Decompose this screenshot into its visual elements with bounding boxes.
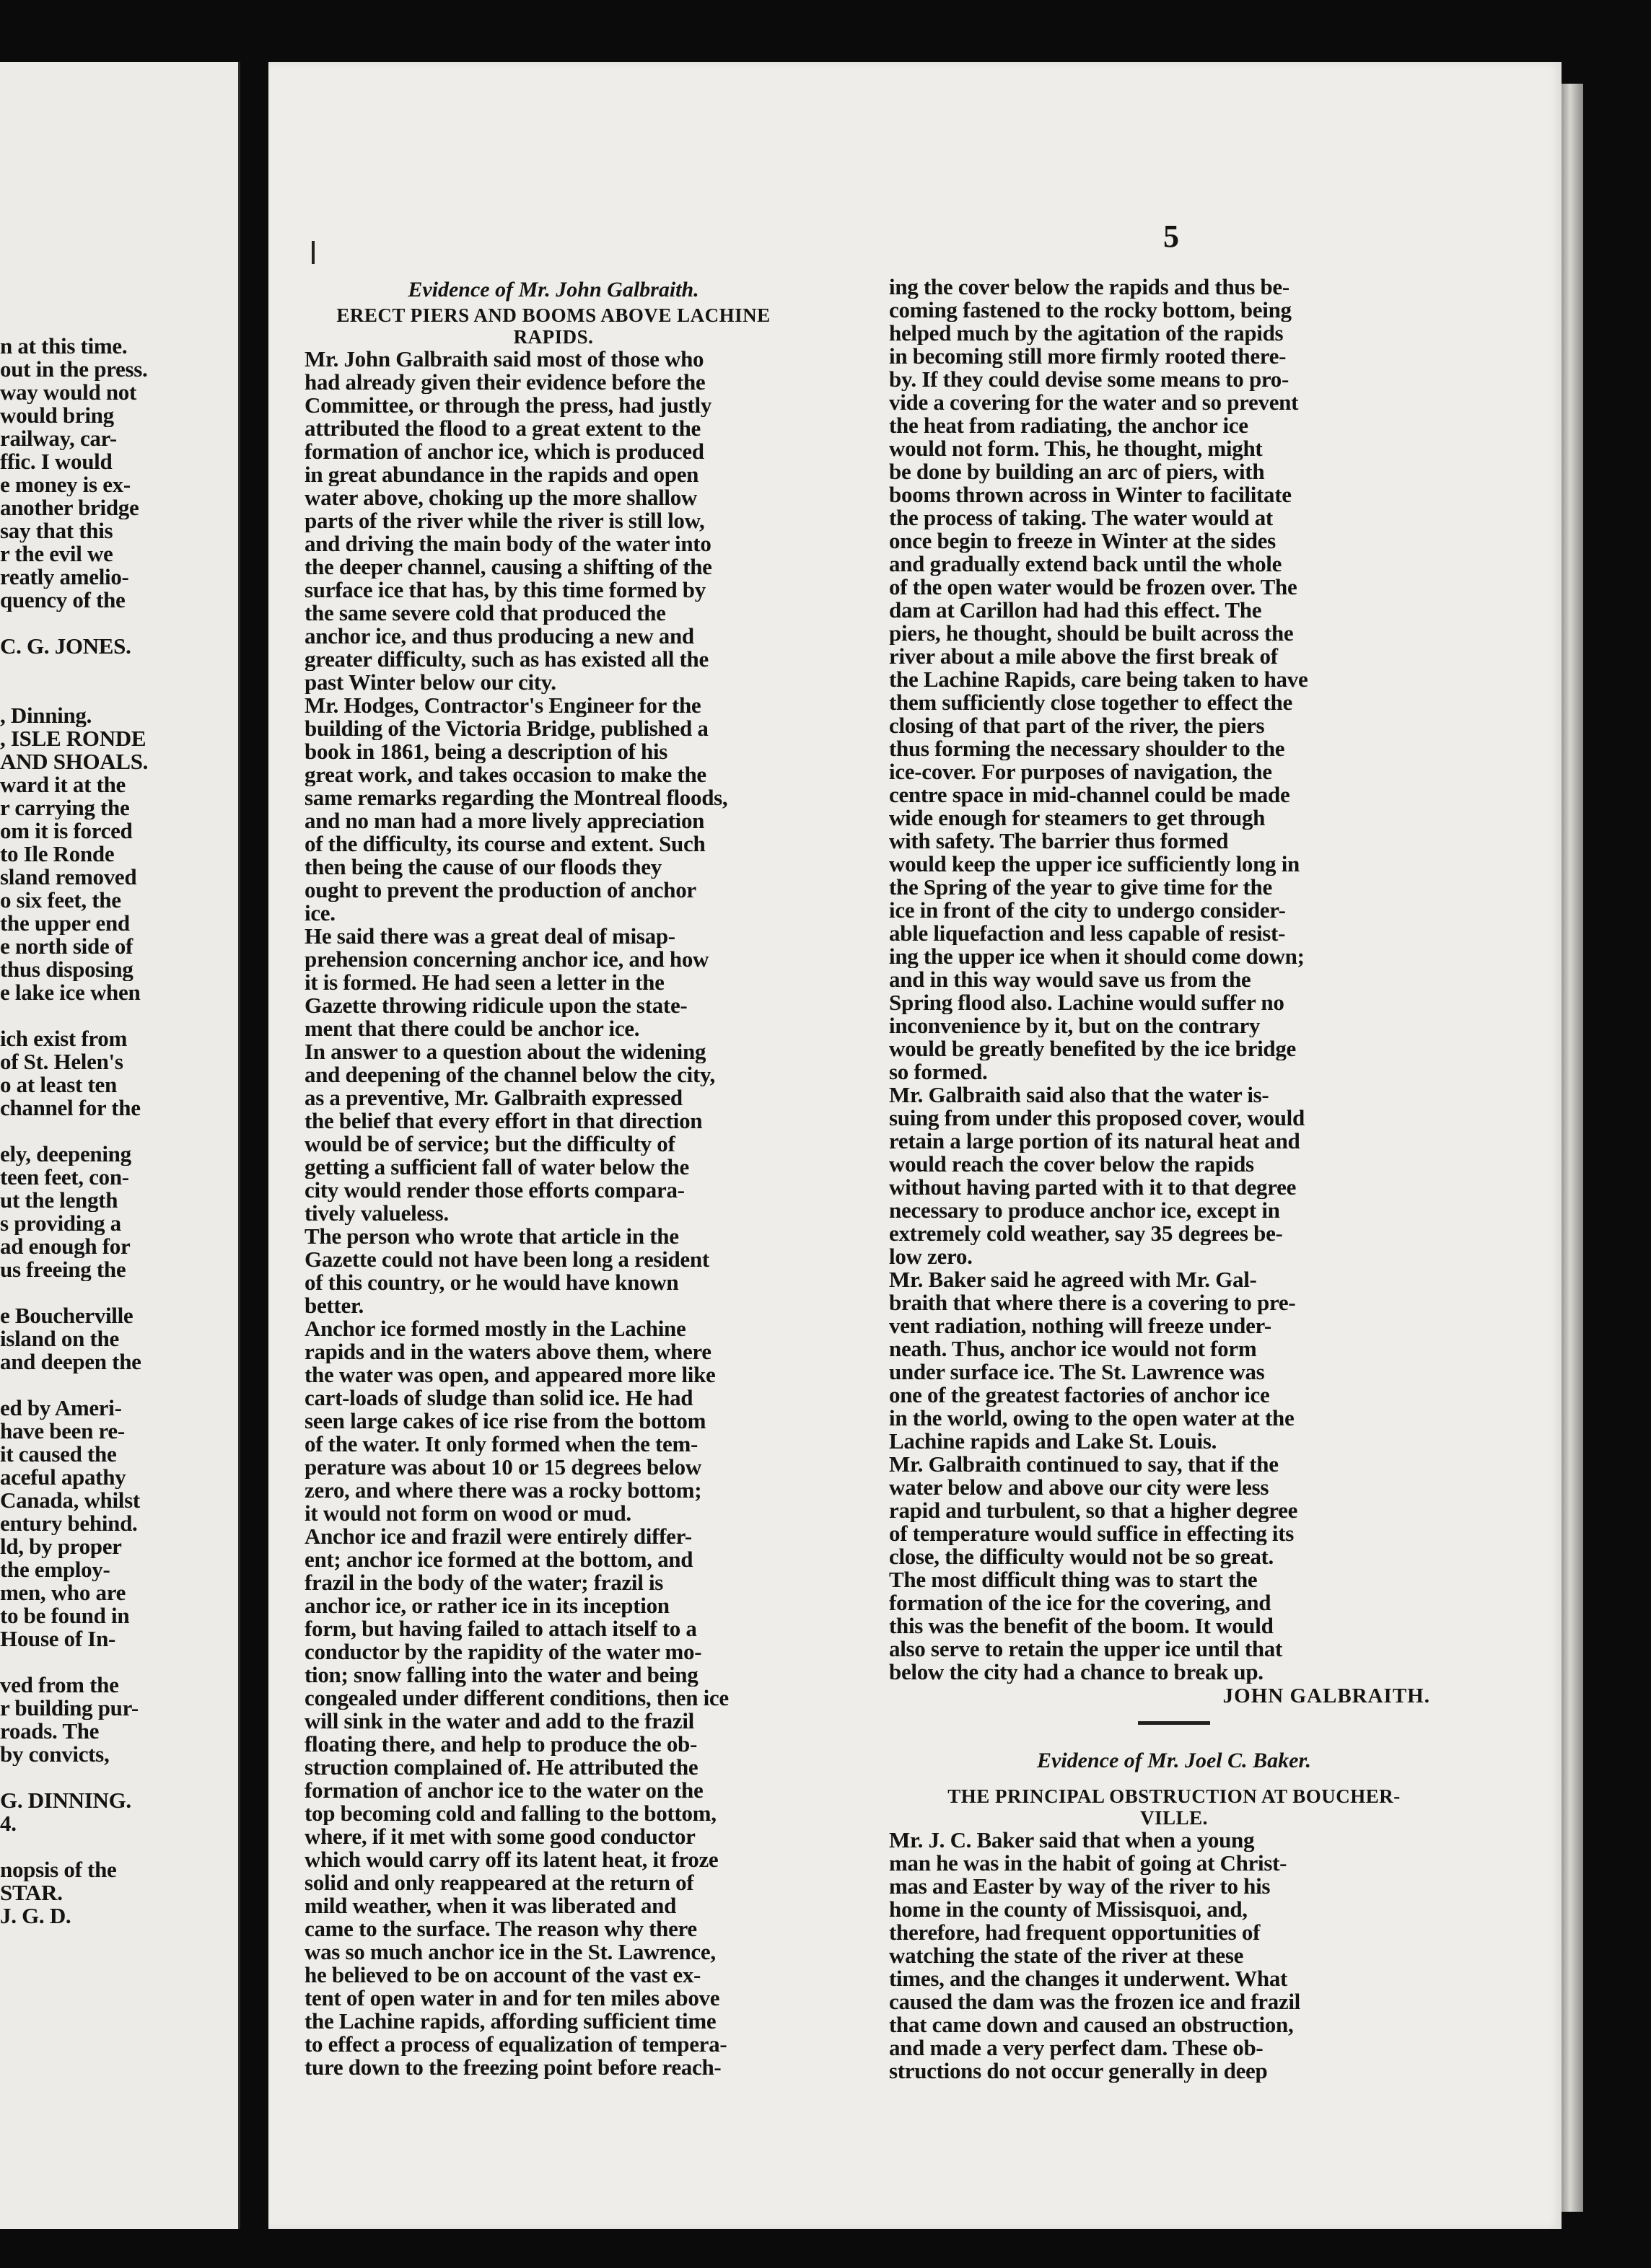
text-line: city would render those efforts compara- xyxy=(305,1179,685,1202)
galbraith-heading: Evidence of Mr. John Galbraith. xyxy=(408,278,699,302)
text-line: floating there, and help to produce the ob- xyxy=(305,1733,697,1756)
previous-page-line: G. DINNING. xyxy=(0,1789,131,1812)
text-line: Spring flood also. Lachine would suffer no xyxy=(889,991,1284,1014)
galbraith-subheading-cont: RAPIDS. xyxy=(513,326,594,348)
text-line: formation of anchor ice, which is produced xyxy=(305,440,704,463)
previous-page-line: ffic. I would xyxy=(0,450,113,473)
previous-page-line: say that this xyxy=(0,519,113,542)
text-line: would be greatly benefited by the ice bridge xyxy=(889,1037,1296,1060)
text-line: this was the benefit of the boom. It would xyxy=(889,1614,1274,1638)
text-line: attributed the flood to a great extent to the xyxy=(305,417,701,440)
text-line: coming fastened to the rocky bottom, being xyxy=(889,299,1292,322)
text-line: solid and only reappeared at the return of xyxy=(305,1871,694,1894)
text-line: ment that there could be anchor ice. xyxy=(305,1017,640,1040)
previous-page-line: e north side of xyxy=(0,935,133,958)
previous-page-fragment xyxy=(0,62,240,2229)
text-line: also serve to retain the upper ice until that xyxy=(889,1638,1283,1661)
text-line: formation of anchor ice to the water on the xyxy=(305,1779,704,1802)
previous-page-line: reatly amelio- xyxy=(0,566,129,589)
text-line: times, and the changes it underwent. What xyxy=(889,1967,1288,1990)
text-line: getting a sufficient fall of water below the xyxy=(305,1156,689,1179)
text-line: the Lachine Rapids, care being taken to have xyxy=(889,668,1308,691)
text-line: caused the dam was the frozen ice and frazil xyxy=(889,1990,1300,2013)
text-line: cart-loads of sludge than solid ice. He had xyxy=(305,1386,693,1410)
previous-page-line: r carrying the xyxy=(0,796,130,819)
previous-page-line: , Dinning. xyxy=(0,704,92,727)
previous-page-line: e money is ex- xyxy=(0,473,131,496)
text-line: without having parted with it to that degree xyxy=(889,1176,1297,1199)
text-line: tion; snow falling into the water and being xyxy=(305,1663,698,1687)
baker-text xyxy=(889,1829,1459,2083)
previous-page-line: thus disposing xyxy=(0,958,133,981)
previous-page-line: and deepen the xyxy=(0,1350,141,1373)
text-line: Anchor ice formed mostly in the Lachine xyxy=(305,1317,686,1340)
previous-page-line: the upper end xyxy=(0,912,130,935)
previous-page-line: by convicts, xyxy=(0,1743,110,1766)
previous-page-line: STAR. xyxy=(0,1881,63,1904)
previous-page-line: o six feet, the xyxy=(0,889,121,912)
text-line: therefore, had frequent opportunities of xyxy=(889,1921,1261,1944)
text-line: piers, he thought, should be built across the xyxy=(889,622,1294,645)
text-line: wide enough for steamers to get through xyxy=(889,806,1266,830)
previous-page-line: it caused the xyxy=(0,1443,117,1466)
text-line: that came down and caused an obstruction, xyxy=(889,2013,1294,2036)
baker-subheading: THE PRINCIPAL OBSTRUCTION AT BOUCHER- xyxy=(947,1785,1401,1807)
text-line: Mr. John Galbraith said most of those who xyxy=(305,348,704,371)
text-line: great work, and takes occasion to make the xyxy=(305,763,706,786)
text-line: river about a mile above the first break of xyxy=(889,645,1278,668)
text-line: formation of the ice for the covering, and xyxy=(889,1591,1271,1614)
text-line: water above, choking up the more shallow xyxy=(305,486,698,509)
text-line: in great abundance in the rapids and open xyxy=(305,463,699,486)
text-line: and driving the main body of the water into xyxy=(305,532,711,555)
previous-page-line: ed by Ameri- xyxy=(0,1397,122,1420)
text-line: In answer to a question about the widening xyxy=(305,1040,706,1063)
previous-page-line: Canada, whilst xyxy=(0,1489,140,1512)
page-number: 5 xyxy=(1163,219,1179,254)
text-line: would not form. This, he thought, might xyxy=(889,437,1263,460)
text-line: once begin to freeze in Winter at the sides xyxy=(889,529,1276,553)
text-line: had already given their evidence before the xyxy=(305,371,706,394)
previous-page-line: another bridge xyxy=(0,496,139,519)
text-line: frazil in the body of the water; frazil is xyxy=(305,1571,664,1594)
column-right xyxy=(889,62,1466,2229)
text-line: Mr. Hodges, Contractor's Engineer for the xyxy=(305,694,701,717)
text-line: watching the state of the river at these xyxy=(889,1944,1244,1967)
text-line: ing the cover below the rapids and thus be- xyxy=(889,276,1289,299)
text-line: rapids and in the waters above them, where xyxy=(305,1340,711,1363)
text-line: of the water. It only formed when the tem- xyxy=(305,1433,698,1456)
previous-page-line xyxy=(0,1120,216,1143)
text-line: the water was open, and appeared more like xyxy=(305,1363,716,1386)
text-line: in the world, owing to the open water at the xyxy=(889,1407,1295,1430)
galbraith-text-col2 xyxy=(889,276,1459,1684)
text-line: home in the county of Missisquoi, and, xyxy=(889,1898,1248,1921)
previous-page-line: ved from the xyxy=(0,1674,119,1697)
text-line: anchor ice, or rather ice in its inception xyxy=(305,1594,670,1617)
text-line: Gazette could not have been long a resident xyxy=(305,1248,709,1271)
text-line: The person who wrote that article in the xyxy=(305,1225,679,1248)
previous-page-line: AND SHOALS. xyxy=(0,750,149,773)
text-line: tent of open water in and for ten miles above xyxy=(305,1987,720,2010)
text-line: able liquefaction and less capable of resist- xyxy=(889,922,1286,945)
text-line: was so much anchor ice in the St. Lawrence, xyxy=(305,1940,716,1964)
previous-page-line: r the evil we xyxy=(0,542,113,566)
previous-page-line: roads. The xyxy=(0,1720,100,1743)
page-edge xyxy=(1562,84,1583,2212)
previous-page-line xyxy=(0,681,216,704)
text-line: vide a covering for the water and so prevent xyxy=(889,391,1299,414)
text-line: which would carry off its latent heat, it froze xyxy=(305,1848,719,1871)
text-line: low zero. xyxy=(889,1245,973,1268)
previous-page-line: teen feet, con- xyxy=(0,1166,129,1189)
previous-page-line xyxy=(0,1373,216,1397)
text-line: anchor ice, and thus producing a new and xyxy=(305,625,694,648)
text-line: same remarks regarding the Montreal floods, xyxy=(305,786,728,809)
document-page xyxy=(268,62,1562,2229)
previous-page-line xyxy=(0,1766,216,1789)
text-line: vent radiation, nothing will freeze under- xyxy=(889,1314,1271,1337)
previous-page-line: sland removed xyxy=(0,866,137,889)
text-line: centre space in mid-channel could be made xyxy=(889,783,1290,806)
text-line: ing the upper ice when it should come down; xyxy=(889,945,1305,968)
text-line: thus forming the necessary shoulder to the xyxy=(889,737,1285,760)
text-line: and deepening of the channel below the city, xyxy=(305,1063,715,1086)
previous-page-line: e Boucherville xyxy=(0,1304,133,1327)
previous-page-line: us freeing the xyxy=(0,1258,126,1281)
text-line: conductor by the rapidity of the water mo- xyxy=(305,1640,702,1663)
previous-page-line: out in the press. xyxy=(0,358,148,381)
text-line: the Lachine rapids, affording sufficient time xyxy=(305,2010,717,2033)
previous-page-line: to be found in xyxy=(0,1604,130,1627)
text-line: water below and above our city were less xyxy=(889,1476,1269,1499)
text-line: form, but having failed to attach itself to a xyxy=(305,1617,697,1640)
baker-subheading-cont: VILLE. xyxy=(1140,1807,1208,1829)
previous-page-line: would bring xyxy=(0,404,114,427)
previous-page-line: n at this time. xyxy=(0,335,128,358)
text-line: building of the Victoria Bridge, published a xyxy=(305,717,709,740)
text-line: retain a large portion of its natural heat and xyxy=(889,1130,1300,1153)
previous-page-line: the employ- xyxy=(0,1558,110,1581)
previous-page-line: of St. Helen's xyxy=(0,1050,123,1073)
text-line: Gazette throwing ridicule upon the state- xyxy=(305,994,688,1017)
previous-page-line: quency of the xyxy=(0,589,126,612)
previous-page-column xyxy=(0,335,216,1928)
text-line: top becoming cold and falling to the bottom, xyxy=(305,1802,717,1825)
text-line: where, if it met with some good conductor xyxy=(305,1825,696,1848)
previous-page-line: way would not xyxy=(0,381,137,404)
text-line: the Spring of the year to give time for the xyxy=(889,876,1272,899)
text-line: of temperature would suffice in effecting its xyxy=(889,1522,1295,1545)
previous-page-line: 4. xyxy=(0,1812,17,1835)
previous-page-line xyxy=(0,612,216,635)
previous-page-line: ut the length xyxy=(0,1189,118,1212)
text-line: of the difficulty, its course and extent. Such xyxy=(305,832,706,856)
text-line: one of the greatest factories of anchor ice xyxy=(889,1384,1270,1407)
text-line: prehension concerning anchor ice, and how xyxy=(305,948,709,971)
previous-page-line: entury behind. xyxy=(0,1512,138,1535)
text-line: braith that where there is a covering to pre- xyxy=(889,1291,1296,1314)
text-line: book in 1861, being a description of his xyxy=(305,740,668,763)
previous-page-line xyxy=(0,1004,216,1027)
previous-page-line: ward it at the xyxy=(0,773,126,796)
text-line: Committee, or through the press, had justly xyxy=(305,394,712,417)
text-line: the heat from radiating, the anchor ice xyxy=(889,414,1248,437)
text-line: inconvenience by it, but on the contrary xyxy=(889,1014,1261,1037)
text-line: neath. Thus, anchor ice would not form xyxy=(889,1337,1257,1361)
previous-page-line: channel for the xyxy=(0,1096,141,1120)
text-line: Mr. J. C. Baker said that when a young xyxy=(889,1829,1255,1852)
column-left xyxy=(305,62,810,2229)
text-line: struction complained of. He attributed the xyxy=(305,1756,698,1779)
previous-page-line: e lake ice when xyxy=(0,981,141,1004)
previous-page-line xyxy=(0,1651,216,1674)
previous-page-line: to Ile Ronde xyxy=(0,843,115,866)
text-line: will sink in the water and add to the frazil xyxy=(305,1710,694,1733)
previous-page-line xyxy=(0,1835,216,1858)
galbraith-text-col1 xyxy=(305,348,802,2079)
galbraith-signature: JOHN GALBRAITH. xyxy=(1222,1684,1430,1707)
text-line: and made a very perfect dam. These ob- xyxy=(889,2036,1264,2060)
text-line: zero, and where there was a rocky bottom; xyxy=(305,1479,702,1502)
previous-page-line: J. G. D. xyxy=(0,1904,71,1928)
text-line: man he was in the habit of going at Christ- xyxy=(889,1852,1287,1875)
text-line: ture down to the freezing point before reach- xyxy=(305,2056,722,2079)
text-line: would keep the upper ice sufficiently long in xyxy=(889,853,1300,876)
text-line: structions do not occur generally in deep xyxy=(889,2060,1268,2083)
text-line: ice in front of the city to undergo consider- xyxy=(889,899,1286,922)
previous-page-line: om it is forced xyxy=(0,819,133,843)
previous-page-line: s providing a xyxy=(0,1212,121,1235)
text-line: booms thrown across in Winter to facilitate xyxy=(889,483,1292,506)
text-line: be done by building an arc of piers, with xyxy=(889,460,1265,483)
text-line: ought to prevent the production of anchor xyxy=(305,879,696,902)
text-line: with safety. The barrier thus formed xyxy=(889,830,1229,853)
text-line: the belief that every effort in that direction xyxy=(305,1109,703,1133)
text-line: by. If they could devise some means to pro- xyxy=(889,368,1289,391)
previous-page-line: r building pur- xyxy=(0,1697,139,1720)
text-line: ice-cover. For purposes of navigation, the xyxy=(889,760,1272,783)
previous-page-line: nopsis of the xyxy=(0,1858,117,1881)
text-line: closing of that part of the river, the piers xyxy=(889,714,1265,737)
previous-page-line: railway, car- xyxy=(0,427,117,450)
text-line: Mr. Galbraith said also that the water is- xyxy=(889,1084,1269,1107)
text-line: it is formed. He had seen a letter in the xyxy=(305,971,665,994)
text-line: the process of taking. The water would at xyxy=(889,506,1273,529)
previous-page-line xyxy=(0,658,216,681)
previous-page-line: ld, by proper xyxy=(0,1535,122,1558)
text-line: Mr. Galbraith continued to say, that if the xyxy=(889,1453,1279,1476)
text-line: helped much by the agitation of the rapids xyxy=(889,322,1284,345)
text-line: would be of service; but the difficulty of xyxy=(305,1133,675,1156)
previous-page-line: ad enough for xyxy=(0,1235,131,1258)
text-line: dam at Carillon had had this effect. The xyxy=(889,599,1262,622)
text-line: he believed to be on account of the vast ex- xyxy=(305,1964,701,1987)
text-line: came to the surface. The reason why there xyxy=(305,1917,697,1940)
text-line: mas and Easter by way of the river to his xyxy=(889,1875,1271,1898)
previous-page-line: o at least ten xyxy=(0,1073,117,1096)
baker-heading: Evidence of Mr. Joel C. Baker. xyxy=(1037,1749,1311,1772)
text-line: to effect a process of equalization of tempera- xyxy=(305,2033,727,2056)
previous-page-line: ich exist from xyxy=(0,1027,128,1050)
text-line: and gradually extend back until the whole xyxy=(889,553,1282,576)
text-line: the deeper channel, causing a shifting of the xyxy=(305,555,712,579)
text-line: perature was about 10 or 15 degrees below xyxy=(305,1456,701,1479)
text-line: and no man had a more lively appreciation xyxy=(305,809,705,832)
text-line: ent; anchor ice formed at the bottom, and xyxy=(305,1548,693,1571)
text-line: mild weather, when it was liberated and xyxy=(305,1894,677,1917)
text-line: suing from under this proposed cover, would xyxy=(889,1107,1305,1130)
text-line: so formed. xyxy=(889,1060,988,1084)
text-line: seen large cakes of ice rise from the bottom xyxy=(305,1410,706,1433)
text-line: the same severe cold that produced the xyxy=(305,602,666,625)
text-line: past Winter below our city. xyxy=(305,671,556,694)
text-line: would reach the cover below the rapids xyxy=(889,1153,1254,1176)
text-line: it would not form on wood or mud. xyxy=(305,1502,631,1525)
text-line: greater difficulty, such as has existed all the xyxy=(305,648,709,671)
previous-page-line: have been re- xyxy=(0,1420,125,1443)
text-line: tively valueless. xyxy=(305,1202,449,1225)
text-line: below the city had a chance to break up. xyxy=(889,1661,1264,1684)
text-line: then being the cause of our floods they xyxy=(305,856,662,879)
text-line: them sufficiently close together to effect the xyxy=(889,691,1292,714)
text-line: ice. xyxy=(305,902,336,925)
previous-page-line xyxy=(0,1281,216,1304)
text-line: Mr. Baker said he agreed with Mr. Gal- xyxy=(889,1268,1257,1291)
previous-page-line: House of In- xyxy=(0,1627,116,1651)
text-line: Anchor ice and frazil were entirely differ- xyxy=(305,1525,692,1548)
text-line: He said there was a great deal of misap- xyxy=(305,925,675,948)
galbraith-subheading: ERECT PIERS AND BOOMS ABOVE LACHINE xyxy=(336,304,771,326)
text-line: surface ice that has, by this time formed by xyxy=(305,579,706,602)
previous-page-line: aceful apathy xyxy=(0,1466,126,1489)
text-line: under surface ice. The St. Lawrence was xyxy=(889,1361,1265,1384)
text-line: and in this way would save us from the xyxy=(889,968,1251,991)
previous-page-line: C. G. JONES. xyxy=(0,635,131,658)
text-line: The most difficult thing was to start the xyxy=(889,1568,1258,1591)
previous-page-line: ely, deepening xyxy=(0,1143,131,1166)
text-line: rapid and turbulent, so that a higher degree xyxy=(889,1499,1298,1522)
text-line: of the open water would be frozen over. The xyxy=(889,576,1297,599)
text-line: congealed under different conditions, then ice xyxy=(305,1687,729,1710)
text-line: Lachine rapids and Lake St. Louis. xyxy=(889,1430,1217,1453)
text-line: close, the difficulty would not be so great. xyxy=(889,1545,1274,1568)
text-line: as a preventive, Mr. Galbraith expressed xyxy=(305,1086,683,1109)
section-divider xyxy=(1138,1721,1210,1725)
text-line: of this country, or he would have known xyxy=(305,1271,679,1294)
text-line: better. xyxy=(305,1294,364,1317)
text-line: parts of the river while the river is still low, xyxy=(305,509,705,532)
previous-page-line: men, who are xyxy=(0,1581,126,1604)
text-line: in becoming still more firmly rooted there- xyxy=(889,345,1287,368)
text-line: necessary to produce anchor ice, except in xyxy=(889,1199,1280,1222)
previous-page-line: island on the xyxy=(0,1327,119,1350)
previous-page-line: , ISLE RONDE xyxy=(0,727,146,750)
text-line: extremely cold weather, say 35 degrees be- xyxy=(889,1222,1283,1245)
